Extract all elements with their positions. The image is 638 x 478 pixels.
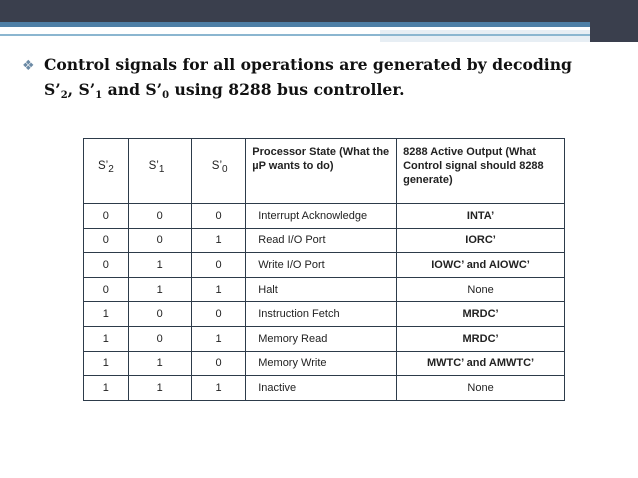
cell-processor-state: Memory Write	[246, 351, 397, 376]
bullet-text-line2-rest: using 8288 bus controller.	[169, 80, 405, 99]
bullet-paragraph	[22, 53, 622, 107]
table-row	[84, 253, 565, 278]
cell-processor-state: Read I/O Port	[246, 228, 397, 253]
header-s2	[84, 139, 129, 204]
header-8288-output-text: 8288 Active Output (What Control signal should 8288 generate)	[403, 146, 544, 186]
cell-s1: 1	[128, 351, 191, 376]
header-s0	[191, 139, 245, 204]
table-row	[84, 351, 565, 376]
cell-s0: 1	[191, 277, 245, 302]
header-s1-sub: 1	[158, 164, 165, 175]
cell-s1: 0	[128, 204, 191, 229]
header-processor-state-text: Processor State (What the µP wants to do)	[252, 146, 390, 172]
header-processor-state	[246, 139, 397, 204]
cell-8288-output: INTA’	[397, 204, 565, 229]
cell-s2: 0	[84, 253, 129, 278]
table-row	[84, 302, 565, 327]
cell-s2: 0	[84, 204, 129, 229]
cell-8288-output: IOWC’ and AIOWC’	[397, 253, 565, 278]
cell-processor-state: Memory Read	[246, 326, 397, 351]
cell-processor-state: Instruction Fetch	[246, 302, 397, 327]
corner-block	[590, 22, 638, 42]
bullet-line-2	[22, 78, 622, 107]
cell-s2: 0	[84, 228, 129, 253]
cell-8288-output: None	[397, 277, 565, 302]
cell-processor-state: Inactive	[246, 376, 397, 401]
control-signal-table	[83, 138, 565, 401]
cell-s0: 1	[191, 228, 245, 253]
s2-subscript: 2	[60, 90, 68, 101]
cell-s1: 0	[128, 228, 191, 253]
cell-s2: 1	[84, 376, 129, 401]
top-banner	[0, 0, 638, 22]
cell-s2: 0	[84, 277, 129, 302]
header-s1-text: S’	[148, 160, 159, 172]
banner-rule	[0, 34, 590, 36]
cell-s1: 0	[128, 302, 191, 327]
cell-s1: 0	[128, 326, 191, 351]
s1-subscript: 1	[95, 90, 103, 101]
cell-processor-state: Write I/O Port	[246, 253, 397, 278]
table-row	[84, 228, 565, 253]
table-row	[84, 204, 565, 229]
cell-s1: 1	[128, 277, 191, 302]
header-8288-output	[397, 139, 565, 204]
header-s1	[128, 139, 191, 204]
top-banner-accent	[0, 22, 638, 27]
cell-s1: 1	[128, 253, 191, 278]
s1-label: , S’	[67, 80, 96, 99]
s2-label: S’	[44, 80, 61, 99]
banner-highlight	[380, 30, 590, 42]
table-row	[84, 376, 565, 401]
table-header-row	[84, 139, 565, 204]
cell-8288-output: IORC’	[397, 228, 565, 253]
bullet-text-line1: Control signals for all operations are generated by decoding	[44, 55, 572, 74]
header-s2-text: S’	[98, 160, 109, 172]
table-row	[84, 277, 565, 302]
cell-s2: 1	[84, 326, 129, 351]
cell-s0: 0	[191, 253, 245, 278]
cell-processor-state: Interrupt Acknowledge	[246, 204, 397, 229]
bullet-line-1	[22, 53, 622, 78]
cell-8288-output: MRDC’	[397, 302, 565, 327]
cell-processor-state: Halt	[246, 277, 397, 302]
header-s0-sub: 0	[222, 164, 228, 175]
cell-8288-output: None	[397, 376, 565, 401]
cell-s0: 1	[191, 326, 245, 351]
cell-s0: 0	[191, 302, 245, 327]
s0-subscript: 0	[162, 90, 170, 101]
cell-8288-output: MRDC’	[397, 326, 565, 351]
header-s0-text: S’	[211, 160, 223, 172]
diamond-bullet-icon: ❖	[22, 58, 35, 74]
cell-s0: 1	[191, 376, 245, 401]
header-s2-sub: 2	[108, 164, 114, 175]
s0-label: and S’	[102, 80, 163, 99]
table-row	[84, 326, 565, 351]
cell-8288-output: MWTC’ and AMWTC’	[397, 351, 565, 376]
cell-s2: 1	[84, 302, 129, 327]
cell-s0: 0	[191, 204, 245, 229]
cell-s0: 0	[191, 351, 245, 376]
cell-s1: 1	[128, 376, 191, 401]
cell-s2: 1	[84, 351, 129, 376]
